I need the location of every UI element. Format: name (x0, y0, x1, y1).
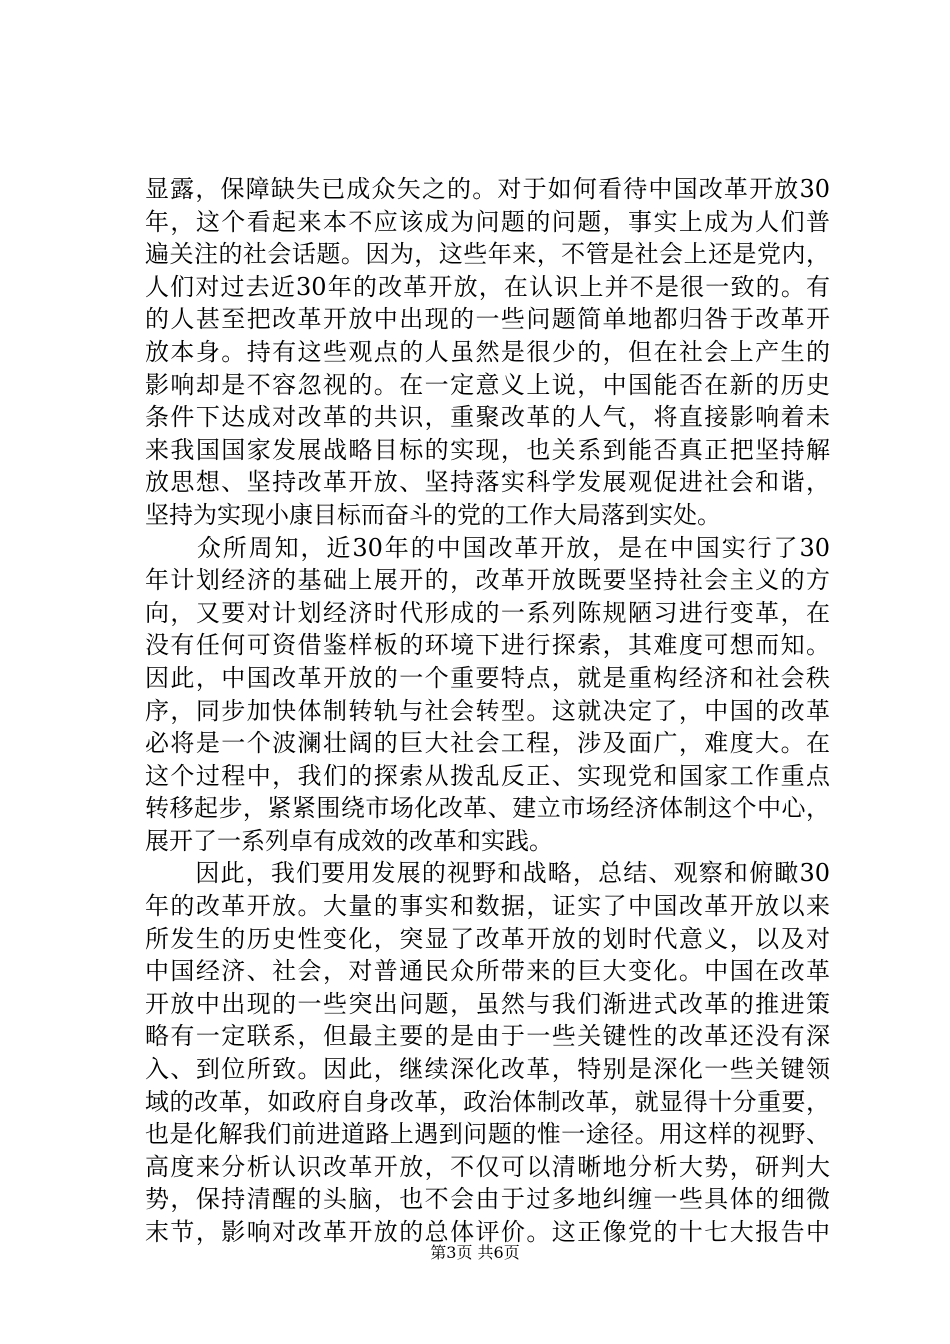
text-line: 势，保持清醒的头脑，也不会由于过多地纠缠一些具体的细微 (145, 1185, 830, 1214)
text-line: 因此，中国改革开放的一个重要特点，就是重构经济和社会秩 (145, 663, 830, 692)
text-line: 开放中出现的一些突出问题，虽然与我们渐进式改革的推进策 (145, 989, 830, 1018)
body-text (145, 173, 830, 1249)
text-line: 也是化解我们前进道路上遇到问题的惟一途径。用这样的视野、 (145, 1120, 830, 1149)
text-line: 影响却是不容忽视的。在一定意义上说，中国能否在新的历史 (145, 370, 830, 399)
text-line: 转移起步，紧紧围绕市场化改革、建立市场经济体制这个中心， (145, 794, 830, 823)
text-line: 的人甚至把改革开放中出现的一些问题简单地都归咎于改革开 (145, 305, 830, 334)
text-line: 坚持为实现小康目标而奋斗的党的工作大局落到实处。 (145, 500, 721, 529)
text-line: 末节，影响对改革开放的总体评价。这正像党的十七大报告中 (145, 1218, 830, 1246)
text-line: 来我国国家发展战略目标的实现，也关系到能否真正把坚持解 (145, 435, 830, 464)
text-line: 年，这个看起来本不应该成为问题的问题，事实上成为人们普 (145, 207, 830, 236)
text-line: 必将是一个波澜壮阔的巨大社会工程，涉及面广，难度大。在 (145, 729, 830, 758)
text-line: 年计划经济的基础上展开的，改革开放既要坚持社会主义的方 (145, 566, 830, 595)
text-line: 因此，我们要用发展的视野和战略，总结、观察和俯瞰30 (145, 859, 830, 888)
text-line: 域的改革，如政府自身改革，政治体制改革，就显得十分重要， (145, 1087, 830, 1116)
text-line: 放思想、坚持改革开放、坚持落实科学发展观促进社会和谐， (145, 468, 830, 497)
text-line: 人们对过去近30年的改革开放，在认识上并不是很一致的。有 (145, 272, 830, 301)
text-line: 向，又要对计划经济时代形成的一系列陈规陋习进行变革，在 (145, 598, 830, 627)
text-line: 遍关注的社会话题。因为，这些年来，不管是社会上还是党内， (145, 240, 830, 269)
text-line: 高度来分析认识改革开放，不仅可以清晰地分析大势，研判大 (145, 1152, 830, 1181)
text-line: 显露，保障缺失已成众矢之的。对于如何看待中国改革开放30 (145, 175, 830, 203)
page-footer: 第3页 共6页 (430, 1243, 520, 1262)
text-line: 众所周知，近30年的中国改革开放，是在中国实行了30 (145, 533, 830, 562)
text-line: 略有一定联系，但最主要的是由于一些关键性的改革还没有深 (145, 1022, 830, 1051)
text-line: 中国经济、社会，对普通民众所带来的巨大变化。中国在改革 (145, 957, 830, 986)
text-line: 入、到位所致。因此，继续深化改革，特别是深化一些关键领 (145, 1055, 830, 1084)
text-line: 放本身。持有这些观点的人虽然是很少的，但在社会上产生的 (145, 337, 830, 366)
text-line: 所发生的历史性变化，突显了改革开放的划时代意义，以及对 (145, 924, 830, 953)
text-line: 条件下达成对改革的共识，重聚改革的人气，将直接影响着未 (145, 403, 830, 432)
text-line: 序，同步加快体制转轨与社会转型。这就决定了，中国的改革 (145, 696, 830, 725)
text-line: 展开了一系列卓有成效的改革和实践。 (145, 826, 553, 855)
text-line: 没有任何可资借鉴样板的环境下进行探索，其难度可想而知。 (145, 631, 830, 660)
text-line: 这个过程中，我们的探索从拨乱反正、实现党和国家工作重点 (145, 761, 830, 790)
text-line: 年的改革开放。大量的事实和数据，证实了中国改革开放以来 (145, 892, 830, 921)
